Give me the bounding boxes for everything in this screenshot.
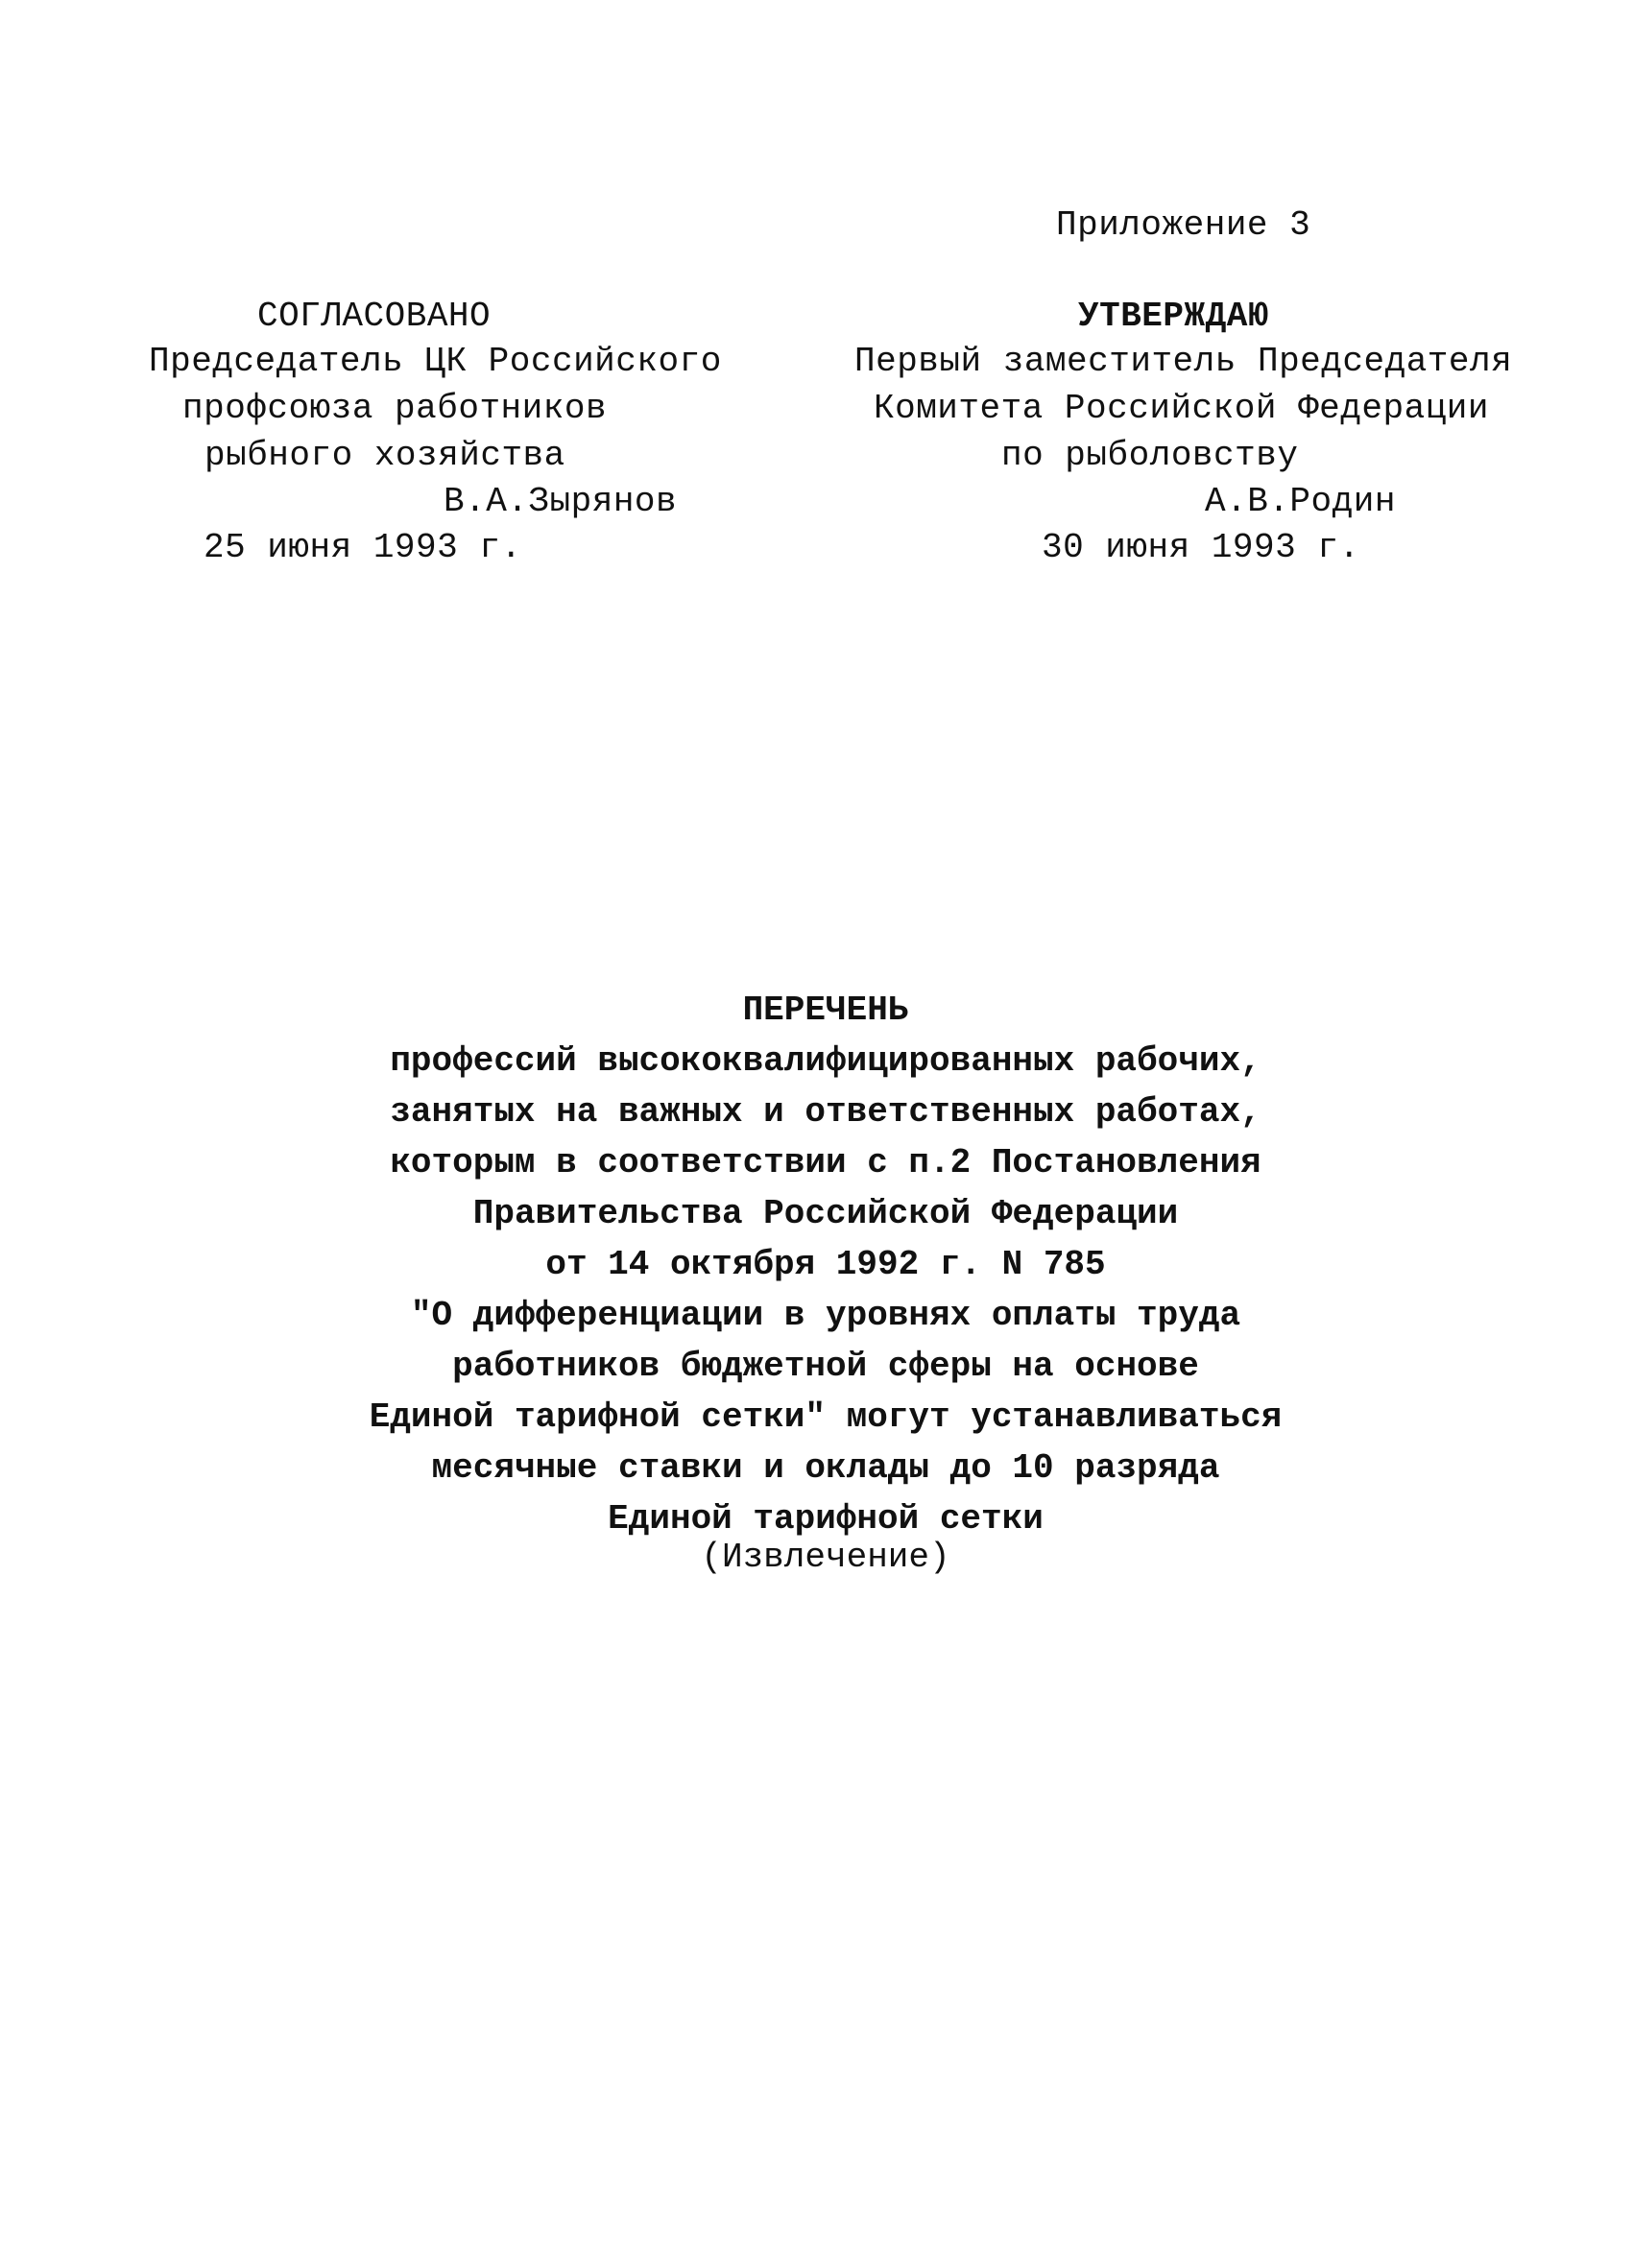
subtitle-line: занятых на важных и ответственных работах, [390,1092,1261,1132]
approved-position-line: Комитета Российской Федерации [874,389,1490,428]
subtitle-line: которым в соответствии с п.2 Постановления [390,1143,1261,1182]
approved-signer-name: А.В.Родин [1205,482,1396,521]
subtitle-line: месячные ставки и оклады до 10 разряда [431,1448,1220,1488]
approved-position-line: по рыболовству [1001,436,1299,475]
agreed-signer-name: В.А.Зырянов [444,482,678,521]
approved-heading: УТВЕРЖДАЮ [1078,297,1269,336]
agreed-position-line: профсоюза работников [182,389,608,428]
extract-label: (Извлечение) [701,1538,950,1577]
agreed-date: 25 июня 1993 г. [204,528,522,567]
agreed-position-line: рыбного хозяйства [204,436,565,475]
approved-date: 30 июня 1993 г. [1042,528,1360,567]
agreed-position-line: Председатель ЦК Российского [149,342,722,381]
subtitle-line: Правительства Российской Федерации [472,1194,1179,1233]
subtitle-line: от 14 октября 1992 г. N 785 [545,1245,1106,1284]
document-subtitle [288,1036,1363,1544]
document-title: ПЕРЕЧЕНЬ [742,991,909,1030]
subtitle-line: Единой тарифной сетки [608,1499,1044,1539]
appendix-label: Приложение 3 [1056,205,1311,245]
approved-position-line: Первый заместитель Председателя [854,342,1513,381]
subtitle-line: профессий высококвалифицированных рабочих, [390,1041,1261,1081]
subtitle-line: работников бюджетной сферы на основе [452,1347,1199,1386]
subtitle-line: "О дифференциации в уровнях оплаты труда [410,1296,1241,1335]
agreed-heading: СОГЛАСОВАНО [257,297,492,336]
subtitle-line: Единой тарифной сетки" могут устанавливаться [369,1397,1283,1437]
